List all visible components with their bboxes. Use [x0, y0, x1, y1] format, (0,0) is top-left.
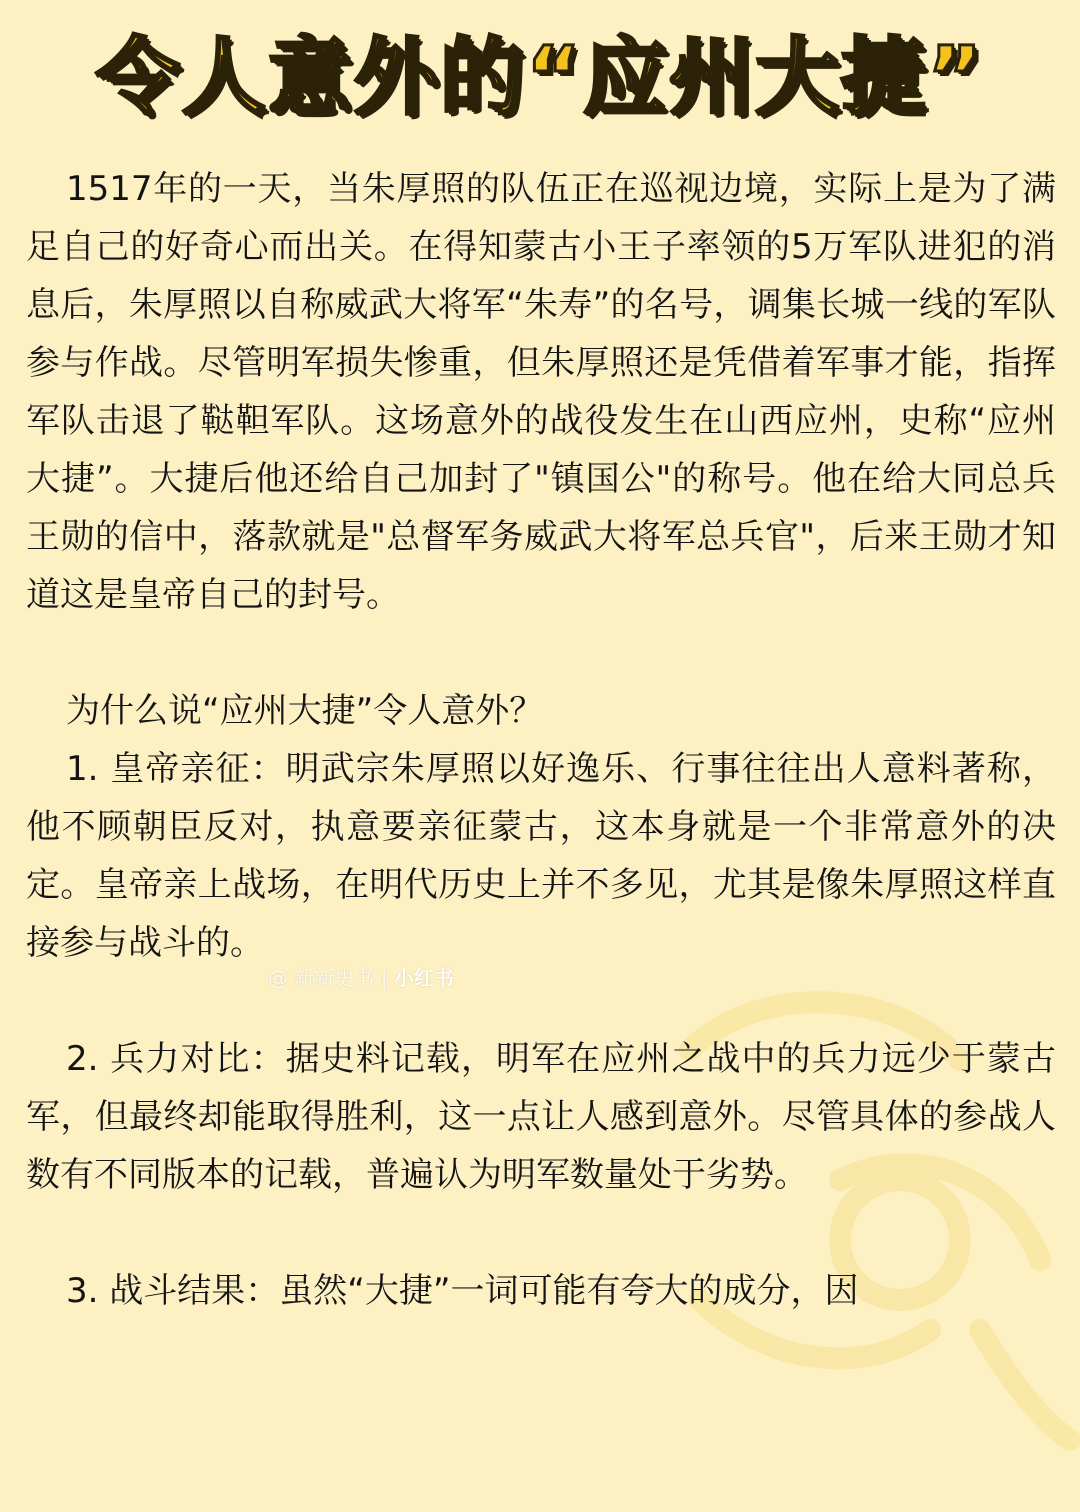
watermark-account: @ 新新史书 [268, 966, 375, 990]
paragraph-intro: 1517年的一天，当朱厚照的队伍正在巡视边境，实际上是为了满足自己的好奇心而出关。在得知蒙古小王子率领的5万军队进犯的消息后，朱厚照以自称威武大将军“朱寿”的名号，调集长城一线的军队参与作战。尽管明军损失惨重，但朱厚照还是凭借着军事才能，指挥军队击退了鞑靼军队。这场意外的战役发生在山西应州，史称“应州大捷”。大捷后他还给自己加封了"镇国公"的称号。他在给大同总兵王勋的信中，落款就是"总督军务威武大将军总兵官"，后来王勋才知道这是皇帝自己的封号。 [26, 169, 1056, 615]
watermark [268, 966, 454, 990]
watermark-separator: | [380, 966, 388, 990]
paragraph-point-2: 2. 兵力对比：据史料记载，明军在应州之战中的兵力远少于蒙古军，但最终却能取得胜利，这一点让人感到意外。尽管具体的参战人数有不同版本的记载，普遍认为明军数量处于劣势。 [26, 1039, 1056, 1195]
page-title: 令人意外的“应州大捷” [95, 28, 985, 126]
paragraph-gap [26, 624, 1056, 682]
paragraph-question: 为什么说“应州大捷”令人意外？ [66, 691, 544, 731]
paragraph-point-3: 3. 战斗结果：虽然“大捷”一词可能有夸大的成分，因 [66, 1271, 859, 1311]
paragraph-gap [26, 972, 1056, 1030]
paragraph-gap [26, 1204, 1056, 1262]
article-body [26, 160, 1056, 1320]
watermark-brand: 小红书 [393, 966, 454, 990]
paragraph-point-1: 1. 皇帝亲征：明武宗朱厚照以好逸乐、行事往往出人意料著称，他不顾朝臣反对，执意要亲征蒙古，这本身就是一个非常意外的决定。皇帝亲上战场，在明代历史上并不多见，尤其是像朱厚照这样直接参与战斗的。 [26, 749, 1056, 963]
